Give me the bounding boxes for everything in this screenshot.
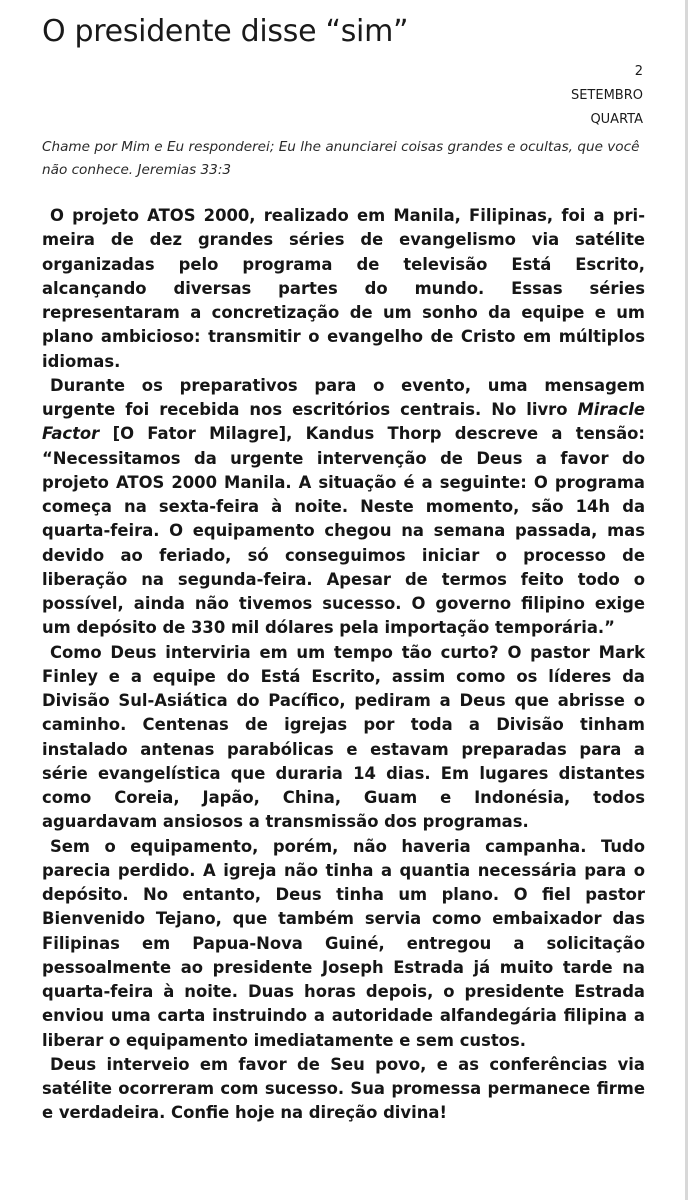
paragraph-1: O projeto ATOS 2000, realizado em Manila, Filipinas, foi a primeira de dez grandes séries de evangelismo via satélite organizadas pelo programa de televisão Está Escrito, alcançando diversas partes do mundo. Essas séries representaram a concretização de um sonho da equipe e um plano ambicioso: transmitir o evangelho de Cristo em múltiplos idiomas. [42,206,645,371]
paragraph-2 [42,374,645,641]
paragraph-3: Como Deus interviria em um tempo tão curto? O pastor Mark Finley e a equipe do Está Escrito, assim como os líderes da Divisão Sul-Asiática do Pacífico, pediram a Deus que abrisse o caminho. Centenas de igrejas por toda a Divisão tinham instalado antenas parabólicas e estavam preparadas para a série evangelística que duraria 14 dias. Em lugares distantes como Coreia, Japão, China, Guam e Indonésia, todos aguardavam ansiosos a transmissão dos programas. [42,642,645,832]
bible-verse: Chame por Mim e Eu responderei; Eu lhe anunciarei coisas grandes e ocultas, que você não conhece. Jeremias 33:3 [42,139,640,178]
paragraph-2-start: Durante os preparativos para o evento, uma mensagem urgente foi recebida nos escritórios centrais. No livro [42,375,645,419]
article-body [42,204,645,1126]
date-weekday: QUARTA [590,112,643,127]
date-block [571,60,643,132]
page-title: O presidente disse “sim” [42,14,409,49]
paragraph-5: Deus interveio em favor de Seu povo, e as conferências via satélite ocorreram com sucesso. Sua promessa permanece firme e verdadeira. Confie hoje na direção divina! [42,1054,645,1123]
paragraph-2-rest: [O Fator Milagre], Kandus Thorp descreve a tensão: “Necessitamos da urgente intervenção de Deus a favor do projeto ATOS 2000 Manila. A situação é a seguinte: O programa começa na sexta-feira à noite. Neste momento, são 14h da quarta-feira. O equipamento chegou na semana passada, mas devido ao feriado, só conseguimos iniciar o processo de liberação na segunda-feira. Apesar de termos feito todo o possível, ainda não tivemos sucesso. O governo filipino exige um depósito de 330 mil dólares pela importação temporária.” [42,424,645,638]
date-day: 2 [634,64,643,79]
book-title: Miracle Factor [42,400,645,444]
paragraph-4: Sem o equipamento, porém, não haveria campanha. Tudo parecia perdido. A igreja não tinha a quantia necessária para o depósito. No entanto, Deus tinha um plano. O fiel pastor Bienvenido Tejano, que também servia como embaixador das Filipinas em Papua-Nova Guiné, entregou a solicitação pessoalmente ao presidente Joseph Estrada já muito tarde na quarta-feira à noite. Duas horas depois, o presidente Estrada enviou uma carta instruindo a autoridade alfandegária filipina a liberar o equipamento imediatamente e sem custos. [42,836,645,1050]
date-month: SETEMBRO [570,88,643,103]
